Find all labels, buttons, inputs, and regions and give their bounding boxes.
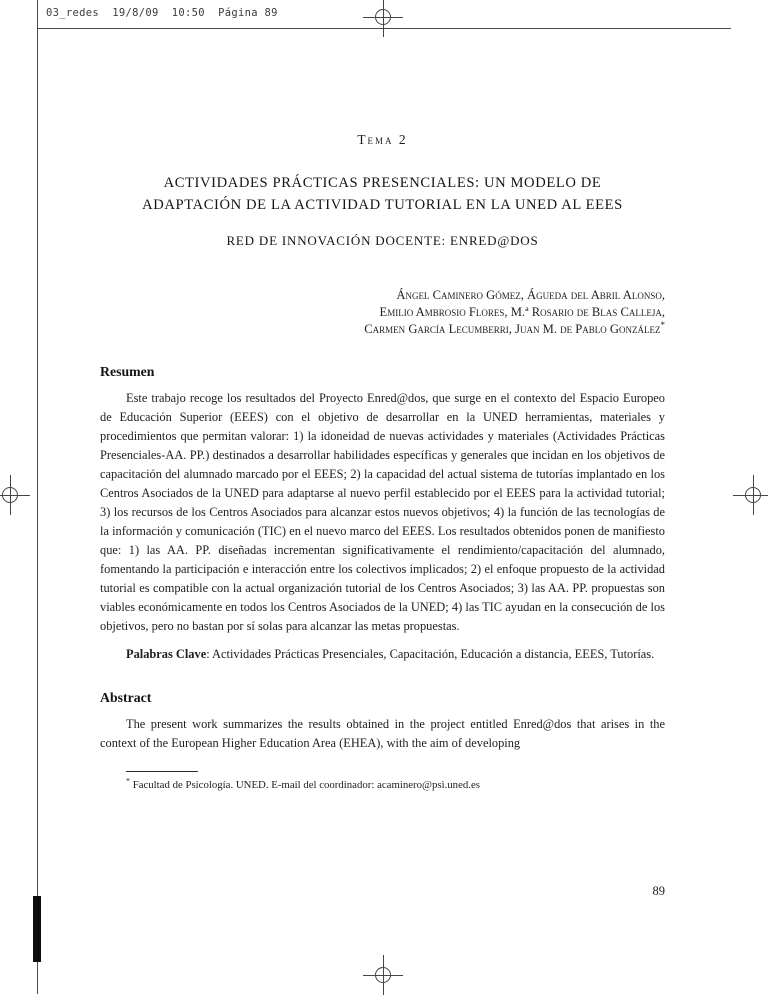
keywords-text: : Actividades Prácticas Presenciales, Capacitación, Educación a distancia, EEES, Tutorías. [206,647,655,661]
resumen-heading: Resumen [100,364,155,379]
footnote-text: Facultad de Psicología. UNED. E-mail del coordinador: acaminero@psi.uned.es [130,779,480,791]
footnote-rule [126,771,198,772]
registration-mark-bottom [375,967,391,983]
article-title [100,172,665,216]
article-title-line-2: ADAPTACIÓN DE LA ACTIVIDAD TUTORIAL EN LA UNED AL EEES [142,197,623,213]
keywords-paragraph [100,645,665,664]
keywords-label: Palabras Clave [126,647,207,661]
author-footnote-marker: * [660,319,665,330]
article-subtitle: RED DE INNOVACIÓN DOCENTE: ENRED@DOS [226,233,539,248]
article-title-line-1: ACTIVIDADES PRÁCTICAS PRESENCIALES: UN MODELO DE [163,175,602,191]
resumen-paragraph: Este trabajo recoge los resultados del Proyecto Enred@dos, que surge en el contexto del Espacio Europeo de Educación Superior (EEES) con el objetivo de desarrollar en la UNED herramientas, materiales y procedimientos que permitan valorar: 1) la idoneidad de nuevas actividades y materiales (Actividades Prácticas Presenciales-AA. PP.) destinados a desarrollar habilidades específicas y generales que incidan en los objetivos de capacitación del alumnado marcado por el EEES; 2) la capacidad del actual sistema de tutorías implantado en los Centros Asociados de la UNED para adaptarse al nuevo perfil establecido por el EEES para la actividad tutorial; 3) los recursos de los Centros Asociados para alcanzar estos nuevos objetivos; 4) la función de las tecnologías de la información y comunicación (TIC) en el nuevo marco del EEES. Los resultados obtenidos ponen de manifiesto que: 1) las AA. PP. diseñadas incrementan significativamente el rendimiento/capacitación del alumnado, fomentando la participación e interacción entre los colectivos implicados; 2) el enfoque propuesto de la actividad tutorial es compatible con la actual organización tutorial de los Centros Asociados; 3) las AA. PP. propuestas son viables económicamente en todos los Centros Asociados de la UNED; 4) las TIC ayudan en la consecución de los objetivos, pero no bastan por sí solas para alcanzar las metas propuestas. [100,391,665,633]
page-number: 89 [652,884,665,898]
footnote [126,778,665,793]
scan-black-bar [33,896,41,962]
author-line: Ángel Caminero Gómez, Águeda del Abril Alonso, [396,288,665,302]
author-line [100,321,665,338]
author-line-text: Carmen García Lecumberri, Juan M. de Pablo González [364,322,661,336]
abstract-heading: Abstract [100,690,152,705]
authors-block [100,287,665,338]
article-content [100,0,665,793]
author-line: Emilio Ambrosio Flores, M.ª Rosario de Blas Calleja, [379,305,665,319]
footnote-marker: * [126,776,130,786]
registration-mark-right [745,487,761,503]
crop-rule-left [37,0,38,994]
printer-header: 03_redes 19/8/09 10:50 Página 89 [46,7,278,19]
abstract-paragraph: The present work summarizes the results obtained in the project entitled Enred@dos that arises in the context of the European Higher Education Area (EHEA), with the aim of developing [100,717,665,750]
registration-mark-left [2,487,18,503]
section-kicker: Tema 2 [357,132,408,147]
